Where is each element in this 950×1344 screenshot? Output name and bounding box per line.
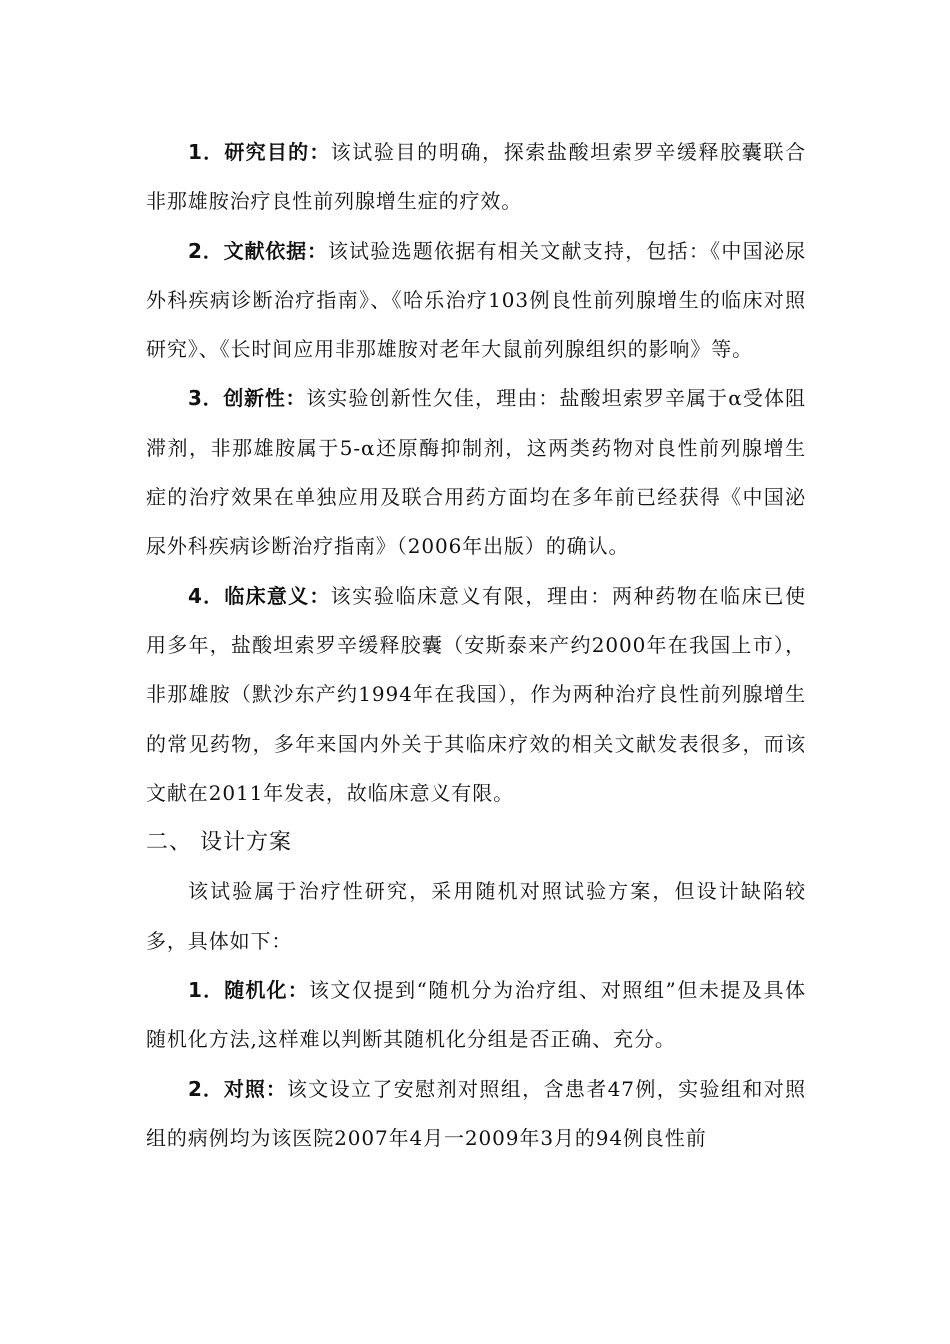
paragraph-control: [146, 1065, 806, 1164]
paragraph-heading: 3．创新性：: [188, 386, 307, 411]
section-title: 二、 设计方案: [146, 830, 292, 856]
paragraph-text: 该实验创新性欠佳，理由：盐酸坦索罗辛属于α受体阻滞剂，非那雄胺属于5-α还原酶抑制剂，这两类药物对良性前列腺增生症的治疗效果在单独应用及联合用药方面均在多年前已经获得《中国泌尿外科疾病诊断治疗指南》（2006年出版）的确认。: [146, 386, 806, 559]
paragraph-text: 该实验临床意义有限，理由：两种药物在临床已使用多年，盐酸坦索罗辛缓释胶囊（安斯泰来产约2000年在我国上市），非那雄胺（默沙东产约1994年在我国），作为两种治疗良性前列腺增生的常见药物，多年来国内外关于其临床疗效的相关文献发表很多，而该文献在2011年发表，故临床意义有限。: [146, 583, 806, 805]
document-page: [146, 128, 806, 1163]
paragraph-heading: 2．对照：: [188, 1076, 287, 1101]
paragraph-text: 该文设立了安慰剂对照组，含患者47例，实验组和对照组的病例均为该医院2007年4月一2009年3月的94例良性前: [146, 1076, 807, 1150]
paragraph-heading: 4．临床意义：: [188, 583, 331, 608]
paragraph-text: 该试验选题依据有相关文献支持，包括：《中国泌尿外科疾病诊断治疗指南》、《哈乐治疗103例良性前列腺增生的临床对照研究》、《长时间应用非那雄胺对老年大鼠前列腺组织的影响》等。: [146, 238, 807, 362]
paragraph-text: 该试验目的明确，探索盐酸坦索罗辛缓释胶囊联合非那雄胺治疗良性前列腺增生症的疗效。: [146, 140, 806, 214]
paragraph-research-purpose: [146, 128, 806, 227]
paragraph-heading: 2．文献依据：: [188, 238, 328, 263]
paragraph-design-intro: 该试验属于治疗性研究，采用随机对照试验方案，但设计缺陷较多，具体如下：: [146, 879, 806, 953]
paragraph-literature-basis: [146, 227, 806, 375]
paragraph-text: 该文仅提到“随机分为治疗组、对照组”但未提及具体随机化方法,这样难以判断其随机化分组是否正确、充分。: [146, 978, 806, 1052]
paragraph-randomization: [146, 966, 806, 1065]
paragraph-innovation: [146, 374, 806, 571]
paragraph-heading: 1．随机化：: [188, 978, 309, 1003]
paragraph-heading: 1．研究目的：: [188, 140, 331, 164]
paragraph-clinical-significance: [146, 572, 806, 818]
